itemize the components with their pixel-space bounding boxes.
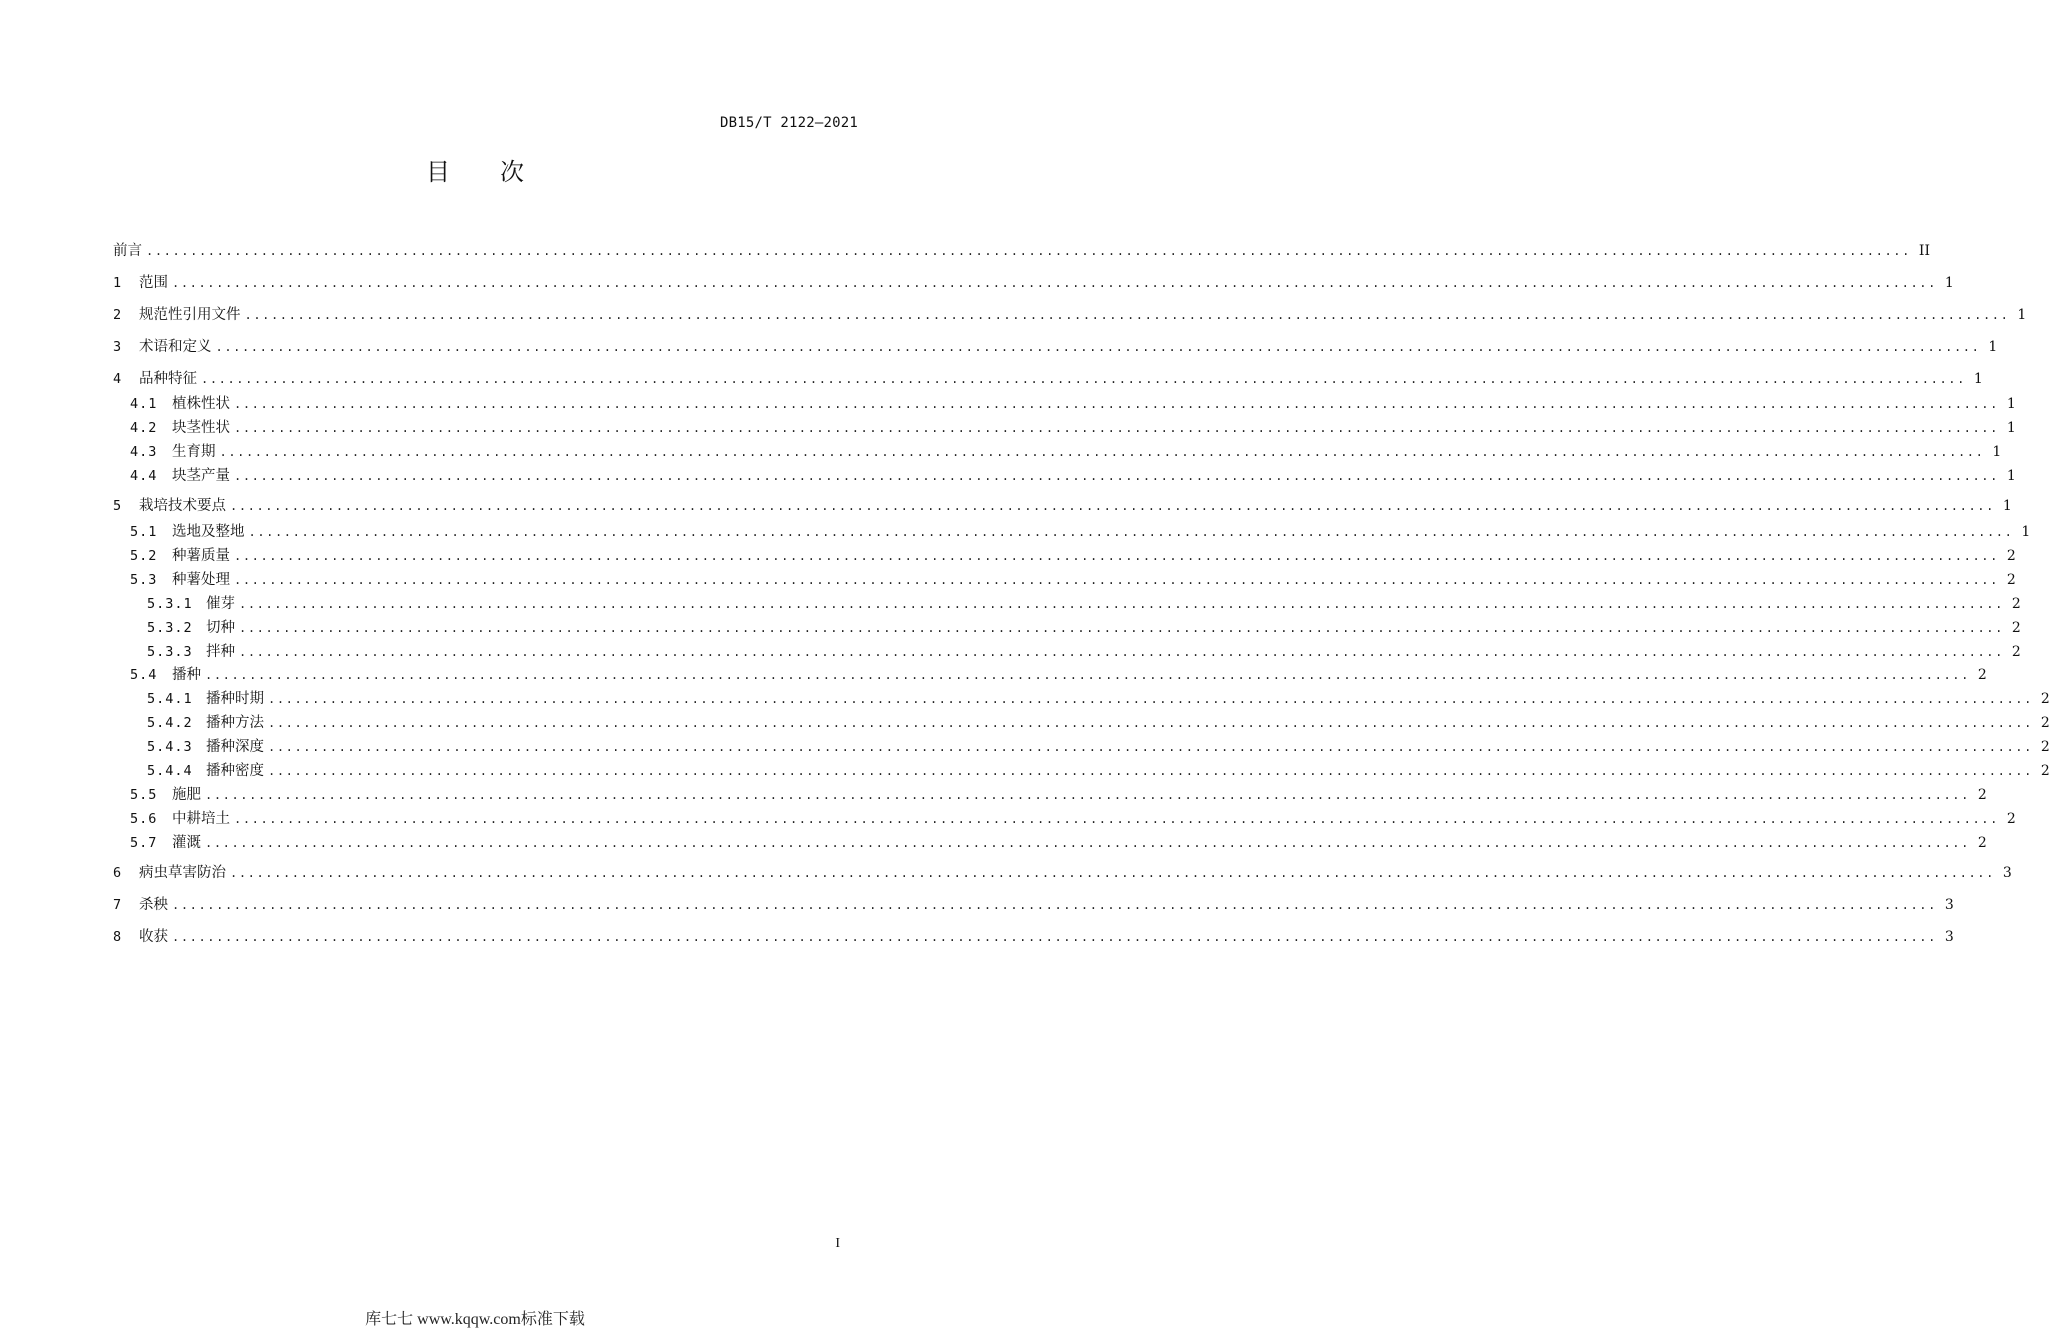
toc-entry-label: 施肥 xyxy=(172,787,201,803)
toc-leader-dots: ........................................................................................................................................................................................................ xyxy=(205,668,1970,682)
toc-leader-dots: ........................................................................................................................................................................................................ xyxy=(219,445,1985,459)
toc-entry-page: 2 xyxy=(2011,620,2021,636)
toc-title xyxy=(0,152,950,187)
toc-entry[interactable] xyxy=(113,927,1954,947)
toc-entry[interactable] xyxy=(113,713,2050,733)
toc-leader-dots: ........................................................................................................................................................................................................ xyxy=(146,244,1911,258)
toc-entry-page: 3 xyxy=(2002,865,2012,881)
toc-entry-number: 5.3.1 xyxy=(147,596,193,612)
toc-entry[interactable] xyxy=(113,863,2012,883)
toc-entry-label: 播种时期 xyxy=(206,691,264,707)
toc-entry-number: 6 xyxy=(113,865,123,881)
toc-entry-number: 4.2 xyxy=(130,420,158,436)
toc-entry-page: 3 xyxy=(1944,929,1954,945)
toc-entry-page: 1 xyxy=(1988,339,1998,355)
toc-leader-dots: ........................................................................................................................................................................................................ xyxy=(205,788,1970,802)
toc-entry-label: 切种 xyxy=(206,620,235,636)
toc-entry[interactable] xyxy=(113,546,2016,566)
toc-entry-page: 1 xyxy=(2021,524,2031,540)
toc-entry[interactable] xyxy=(113,761,2050,781)
toc-entry-number: 5.4 xyxy=(130,667,158,683)
toc-entry[interactable] xyxy=(113,369,1983,389)
toc-entry[interactable] xyxy=(113,594,2021,614)
toc-entry-label: 前言 xyxy=(113,243,142,259)
toc-entry[interactable] xyxy=(113,642,2021,662)
toc-entry-label: 播种方法 xyxy=(206,715,264,731)
toc-leader-dots: ........................................................................................................................................................................................................ xyxy=(239,621,2004,635)
toc-entry[interactable] xyxy=(113,665,1987,685)
toc-leader-dots: ........................................................................................................................................................................................................ xyxy=(268,740,2033,754)
toc-entry-page: 2 xyxy=(1977,667,1987,683)
toc-leader-dots: ........................................................................................................................................................................................................ xyxy=(234,397,1999,411)
toc-entry-label: 拌种 xyxy=(206,644,235,660)
document-code: DB15/T 2122—2021 xyxy=(719,115,858,131)
toc-entry-page: 1 xyxy=(1944,275,1954,291)
toc-entry-page: 1 xyxy=(2006,420,2016,436)
toc-entry-number: 5.5 xyxy=(130,787,158,803)
toc-entry-page: 1 xyxy=(1973,371,1983,387)
toc-entry-label: 块茎性状 xyxy=(172,420,230,436)
toc-entry-number: 4.1 xyxy=(130,396,158,412)
toc-leader-dots: ........................................................................................................................................................................................................ xyxy=(268,716,2033,730)
toc-entry-label: 播种密度 xyxy=(206,763,264,779)
toc-leader-dots: ........................................................................................................................................................................................................ xyxy=(230,499,1995,513)
toc-leader-dots: ........................................................................................................................................................................................................ xyxy=(268,692,2033,706)
toc-entry[interactable] xyxy=(113,273,1954,293)
watermark-text: 库七七 www.kqqw.com标准下载 xyxy=(365,1311,585,1328)
toc-entry-label: 块茎产量 xyxy=(172,468,230,484)
toc-entry-number: 4.4 xyxy=(130,468,158,484)
toc-entry[interactable] xyxy=(113,737,2050,757)
toc-entry-page: 1 xyxy=(2017,307,2027,323)
toc-entry[interactable] xyxy=(113,337,1998,357)
toc-entry-page: 2 xyxy=(1977,787,1987,803)
toc-entry[interactable] xyxy=(113,305,2027,325)
toc-entry[interactable] xyxy=(113,442,2002,462)
toc-entry-label: 术语和定义 xyxy=(139,339,212,355)
toc-entry-label: 病虫草害防治 xyxy=(139,865,226,881)
toc-entry[interactable] xyxy=(113,241,1930,261)
toc-entry-label: 规范性引用文件 xyxy=(139,307,241,323)
toc-leader-dots: ........................................................................................................................................................................................................ xyxy=(201,372,1966,386)
toc-entry-label: 种薯质量 xyxy=(172,548,230,564)
toc-leader-dots: ........................................................................................................................................................................................................ xyxy=(234,469,1999,483)
toc-entry-number: 5.3.3 xyxy=(147,644,193,660)
toc-entry[interactable] xyxy=(113,466,2016,486)
toc-entry-page: 2 xyxy=(2040,763,2050,779)
toc-entry-page: 2 xyxy=(2011,596,2021,612)
toc-leader-dots: ........................................................................................................................................................................................................ xyxy=(172,276,1937,290)
toc-leader-dots: ........................................................................................................................................................................................................ xyxy=(234,573,1999,587)
toc-entry-number: 5.4.3 xyxy=(147,739,193,755)
toc-title-char-1: 目 xyxy=(426,158,450,186)
toc-leader-dots: ........................................................................................................................................................................................................ xyxy=(234,549,1999,563)
toc-entry-page: 1 xyxy=(2006,396,2016,412)
toc-entry-label: 范围 xyxy=(139,275,168,291)
toc-entry-page: 2 xyxy=(2040,739,2050,755)
toc-entry-number: 5.7 xyxy=(130,835,158,851)
toc-entry-number: 1 xyxy=(113,275,123,291)
toc-entry-page: 1 xyxy=(2006,468,2016,484)
toc-entry-page: 2 xyxy=(2040,691,2050,707)
toc-entry-label: 选地及整地 xyxy=(172,524,245,540)
toc-entry-number: 4.3 xyxy=(130,444,158,460)
toc-entry-label: 灌溉 xyxy=(172,835,201,851)
toc-entry-label: 播种 xyxy=(172,667,201,683)
toc-entry[interactable] xyxy=(113,418,2016,438)
toc-entry-label: 植株性状 xyxy=(172,396,230,412)
toc-entry-number: 5.4.2 xyxy=(147,715,193,731)
toc-entry[interactable] xyxy=(113,785,1987,805)
toc-entry-label: 品种特征 xyxy=(139,371,197,387)
toc-entry-label: 中耕培土 xyxy=(172,811,230,827)
toc-entry-page: 2 xyxy=(2011,644,2021,660)
toc-entry-page: 3 xyxy=(1944,897,1954,913)
toc-entry-number: 5 xyxy=(113,498,123,514)
toc-entry-page: 2 xyxy=(2006,811,2016,827)
toc-entry-label: 催芽 xyxy=(206,596,235,612)
toc-entry-number: 4 xyxy=(113,371,123,387)
toc-entry-number: 5.2 xyxy=(130,548,158,564)
toc-leader-dots: ........................................................................................................................................................................................................ xyxy=(239,597,2004,611)
toc-leader-dots: ........................................................................................................................................................................................................ xyxy=(239,645,2004,659)
toc-entry-number: 7 xyxy=(113,897,123,913)
toc-title-char-2: 次 xyxy=(500,158,524,186)
toc-entry-number: 8 xyxy=(113,929,123,945)
toc-leader-dots: ........................................................................................................................................................................................................ xyxy=(248,525,2014,539)
toc-leader-dots: ........................................................................................................................................................................................................ xyxy=(234,812,1999,826)
toc-entry[interactable] xyxy=(113,895,1954,915)
toc-entry-label: 收获 xyxy=(139,929,168,945)
toc-leader-dots: ........................................................................................................................................................................................................ xyxy=(172,930,1937,944)
toc-entry-number: 5.3.2 xyxy=(147,620,193,636)
toc-leader-dots: ........................................................................................................................................................................................................ xyxy=(234,421,1999,435)
toc-entry-page: 1 xyxy=(1992,444,2002,460)
toc-entry-label: 杀秧 xyxy=(139,897,168,913)
toc-entry[interactable] xyxy=(113,570,2016,590)
toc-entry-number: 5.4.4 xyxy=(147,763,193,779)
toc-entry-number: 5.4.1 xyxy=(147,691,193,707)
toc-entry-label: 播种深度 xyxy=(206,739,264,755)
toc-leader-dots: ........................................................................................................................................................................................................ xyxy=(244,308,2010,322)
toc-entry-number: 2 xyxy=(113,307,123,323)
toc-entry[interactable] xyxy=(113,522,2031,542)
toc-leader-dots: ........................................................................................................................................................................................................ xyxy=(230,866,1995,880)
toc-leader-dots: ........................................................................................................................................................................................................ xyxy=(215,340,1981,354)
toc-entry[interactable] xyxy=(113,618,2021,638)
toc-entry[interactable] xyxy=(113,496,2012,516)
toc-entry[interactable] xyxy=(113,809,2016,829)
toc-entry-page: 2 xyxy=(2006,572,2016,588)
toc-entry-number: 3 xyxy=(113,339,123,355)
toc-entry-number: 5.3 xyxy=(130,572,158,588)
toc-entry-page: II xyxy=(1918,243,1930,259)
toc-entry[interactable] xyxy=(113,833,1987,853)
toc-entry-page: 2 xyxy=(2040,715,2050,731)
page-number: I xyxy=(835,1236,840,1251)
toc-leader-dots: ........................................................................................................................................................................................................ xyxy=(205,836,1970,850)
toc-leader-dots: ........................................................................................................................................................................................................ xyxy=(172,898,1937,912)
toc-entry-number: 5.6 xyxy=(130,811,158,827)
toc-entry[interactable] xyxy=(113,394,2016,414)
toc-entry-number: 5.1 xyxy=(130,524,158,540)
toc-entry[interactable] xyxy=(113,689,2050,709)
toc-entry-page: 1 xyxy=(2002,498,2012,514)
toc-entry-page: 2 xyxy=(1977,835,1987,851)
toc-entry-label: 生育期 xyxy=(172,444,216,460)
toc-leader-dots: ........................................................................................................................................................................................................ xyxy=(268,764,2033,778)
toc-entry-page: 2 xyxy=(2006,548,2016,564)
toc-entry-label: 种薯处理 xyxy=(172,572,230,588)
toc-entry-label: 栽培技术要点 xyxy=(139,498,226,514)
